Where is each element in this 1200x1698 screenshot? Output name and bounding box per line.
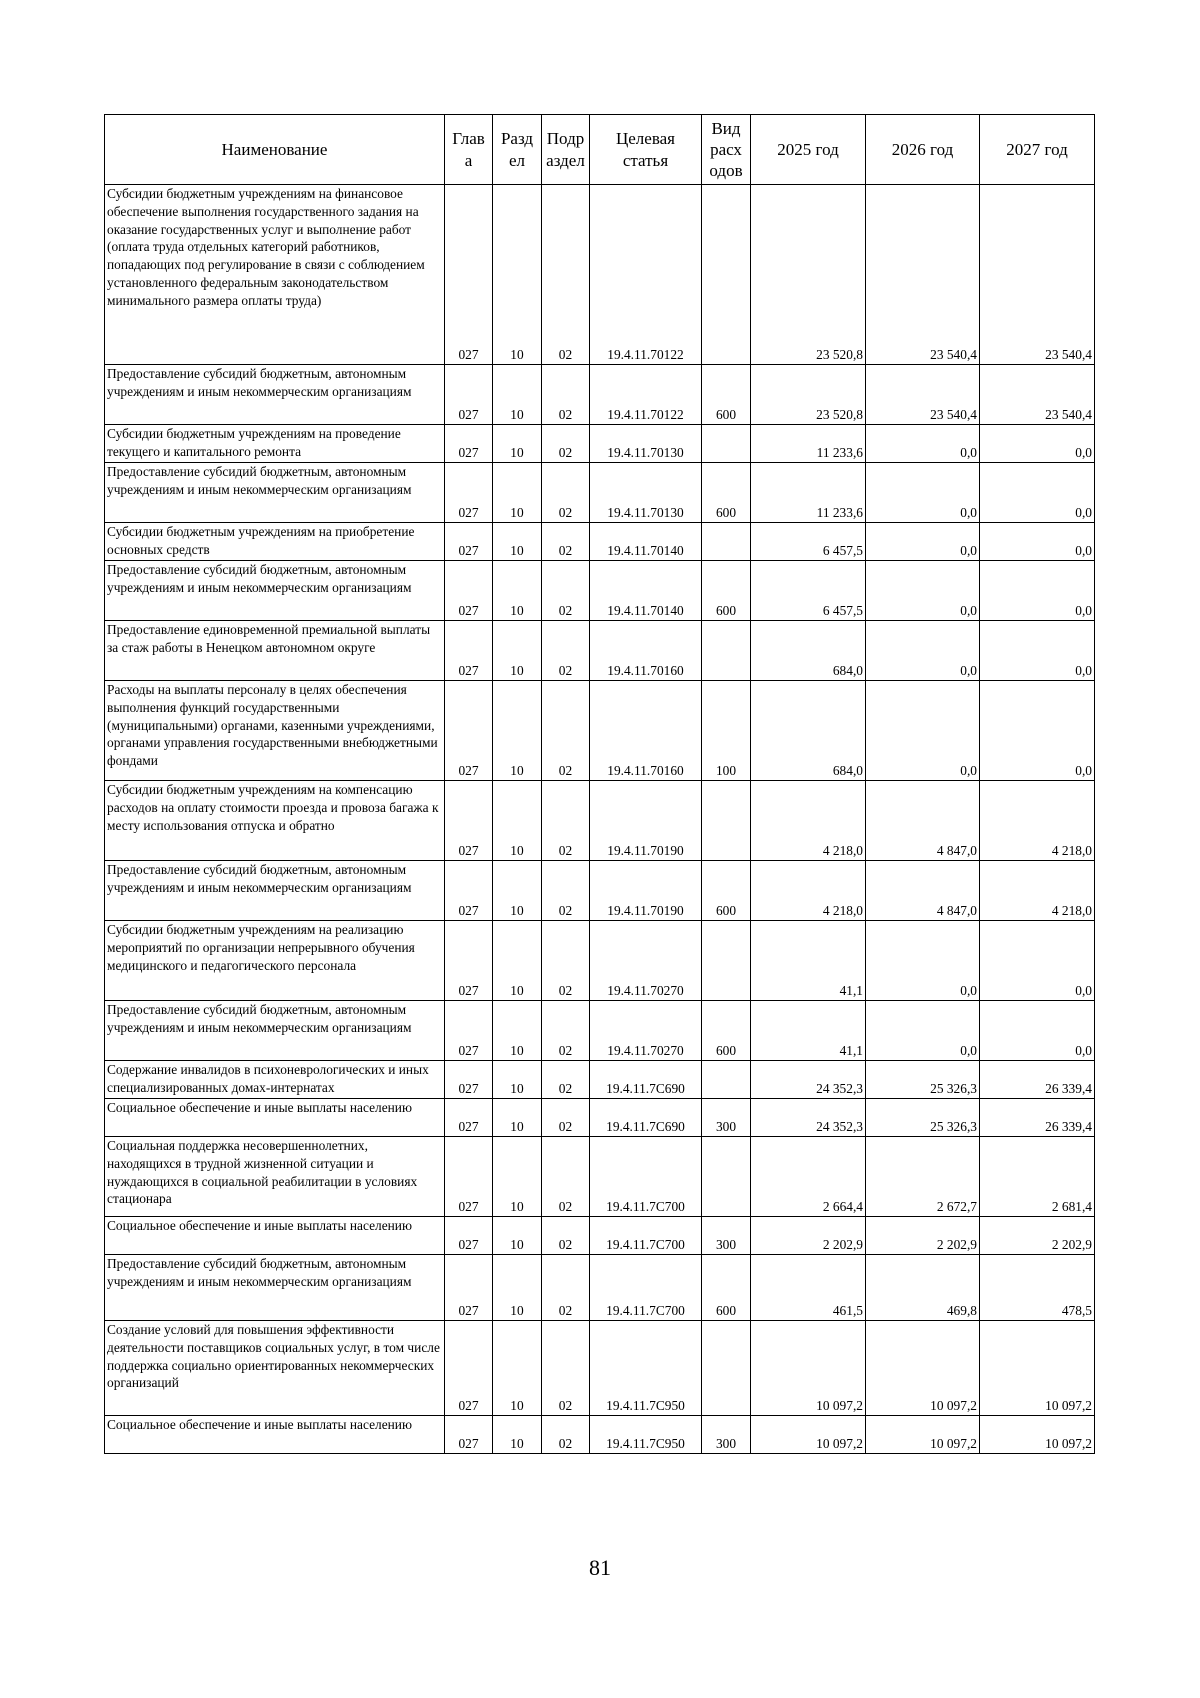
cell-vid: 600: [702, 861, 751, 921]
cell-y2027: 0,0: [980, 561, 1095, 621]
cell-y2027: 2 681,4: [980, 1137, 1095, 1217]
cell-y2025: 41,1: [751, 921, 866, 1001]
cell-article: 19.4.11.7С690: [590, 1099, 702, 1137]
cell-article: 19.4.11.70270: [590, 921, 702, 1001]
cell-article: 19.4.11.70160: [590, 621, 702, 681]
cell-name: Социальное обеспечение и иные выплаты населению: [105, 1099, 445, 1137]
cell-name: Социальное обеспечение и иные выплаты населению: [105, 1217, 445, 1255]
cell-glava: 027: [445, 425, 493, 463]
cell-razdel: 10: [493, 185, 542, 365]
col-header-2027: 2027 год: [980, 115, 1095, 185]
cell-glava: 027: [445, 1416, 493, 1454]
cell-razdel: 10: [493, 861, 542, 921]
cell-y2027: 0,0: [980, 621, 1095, 681]
cell-y2027: 10 097,2: [980, 1321, 1095, 1416]
table-row: [105, 1217, 1095, 1255]
cell-article: 19.4.11.70160: [590, 681, 702, 781]
col-header-2025: 2025 год: [751, 115, 866, 185]
cell-name: Социальная поддержка несовершеннолетних, находящихся в трудной жизненной ситуации и нуждающихся в социальной реабилитации в условиях стационара: [105, 1137, 445, 1217]
cell-y2026: 0,0: [866, 463, 980, 523]
cell-vid: [702, 1321, 751, 1416]
cell-y2027: 4 218,0: [980, 861, 1095, 921]
cell-podrazdel: 02: [542, 861, 590, 921]
cell-name: Субсидии бюджетным учреждениям на реализацию мероприятий по организации непрерывного обучения медицинского и педагогического персонала: [105, 921, 445, 1001]
cell-name: Предоставление субсидий бюджетным, автономным учреждениям и иным некоммерческим организациям: [105, 463, 445, 523]
cell-name: Субсидии бюджетным учреждениям на приобретение основных средств: [105, 523, 445, 561]
cell-y2025: 2 664,4: [751, 1137, 866, 1217]
cell-y2025: 24 352,3: [751, 1061, 866, 1099]
cell-y2026: 10 097,2: [866, 1321, 980, 1416]
cell-vid: 100: [702, 681, 751, 781]
cell-glava: 027: [445, 1137, 493, 1217]
cell-y2026: 2 672,7: [866, 1137, 980, 1217]
col-header-podrazdel: Подр аздел: [542, 115, 590, 185]
cell-glava: 027: [445, 523, 493, 561]
cell-y2025: 41,1: [751, 1001, 866, 1061]
table-row: [105, 523, 1095, 561]
cell-y2026: 0,0: [866, 425, 980, 463]
cell-glava: 027: [445, 921, 493, 1001]
cell-razdel: 10: [493, 463, 542, 523]
table-row: [105, 1061, 1095, 1099]
table-row: [105, 1416, 1095, 1454]
cell-y2025: 684,0: [751, 681, 866, 781]
cell-glava: 027: [445, 1001, 493, 1061]
cell-razdel: 10: [493, 1255, 542, 1321]
cell-vid: 300: [702, 1416, 751, 1454]
col-header-glava: Глав а: [445, 115, 493, 185]
cell-y2026: 4 847,0: [866, 781, 980, 861]
cell-name: Предоставление единовременной премиальной выплаты за стаж работы в Ненецком автономном округе: [105, 621, 445, 681]
cell-y2026: 25 326,3: [866, 1061, 980, 1099]
cell-glava: 027: [445, 185, 493, 365]
cell-y2026: 25 326,3: [866, 1099, 980, 1137]
cell-glava: 027: [445, 1255, 493, 1321]
cell-razdel: 10: [493, 1137, 542, 1217]
table-row: [105, 681, 1095, 781]
cell-podrazdel: 02: [542, 1416, 590, 1454]
table-row: [105, 621, 1095, 681]
cell-article: 19.4.11.70140: [590, 561, 702, 621]
cell-y2027: 10 097,2: [980, 1416, 1095, 1454]
cell-glava: 027: [445, 365, 493, 425]
cell-glava: 027: [445, 861, 493, 921]
cell-glava: 027: [445, 781, 493, 861]
cell-article: 19.4.11.70190: [590, 861, 702, 921]
cell-podrazdel: 02: [542, 561, 590, 621]
cell-vid: 600: [702, 1001, 751, 1061]
cell-y2027: 0,0: [980, 1001, 1095, 1061]
cell-podrazdel: 02: [542, 1255, 590, 1321]
cell-y2026: 4 847,0: [866, 861, 980, 921]
cell-vid: [702, 1137, 751, 1217]
cell-glava: 027: [445, 621, 493, 681]
cell-y2026: 0,0: [866, 1001, 980, 1061]
cell-y2027: 23 540,4: [980, 185, 1095, 365]
cell-glava: 027: [445, 1321, 493, 1416]
cell-y2025: 6 457,5: [751, 523, 866, 561]
cell-y2025: 11 233,6: [751, 425, 866, 463]
cell-y2027: 478,5: [980, 1255, 1095, 1321]
cell-vid: [702, 781, 751, 861]
table-body: [105, 185, 1095, 1454]
cell-vid: [702, 185, 751, 365]
table-header-row: [105, 115, 1095, 185]
cell-y2025: 10 097,2: [751, 1416, 866, 1454]
cell-name: Субсидии бюджетным учреждениям на финансовое обеспечение выполнения государственного задания на оказание государственных услуг и выполнение работ (оплата труда отдельных категорий работников, попадающих под регулирование в связи с соблюдением установленного федеральным законодательством минимального размера оплаты труда): [105, 185, 445, 365]
cell-glava: 027: [445, 681, 493, 781]
cell-razdel: 10: [493, 1217, 542, 1255]
cell-y2025: 24 352,3: [751, 1099, 866, 1137]
cell-article: 19.4.11.70130: [590, 425, 702, 463]
cell-name: Субсидии бюджетным учреждениям на компенсацию расходов на оплату стоимости проезда и провоза багажа к месту использования отпуска и обратно: [105, 781, 445, 861]
cell-name: Расходы на выплаты персоналу в целях обеспечения выполнения функций государственными (муниципальными) органами, казенными учреждениями, органами управления государственными внебюджетными фондами: [105, 681, 445, 781]
cell-glava: 027: [445, 463, 493, 523]
cell-article: 19.4.11.7С690: [590, 1061, 702, 1099]
cell-podrazdel: 02: [542, 1099, 590, 1137]
cell-razdel: 10: [493, 1001, 542, 1061]
cell-vid: 600: [702, 365, 751, 425]
cell-podrazdel: 02: [542, 1001, 590, 1061]
cell-y2025: 23 520,8: [751, 365, 866, 425]
cell-vid: 300: [702, 1099, 751, 1137]
cell-y2026: 0,0: [866, 921, 980, 1001]
page-number: 81: [589, 1555, 611, 1580]
cell-razdel: 10: [493, 365, 542, 425]
cell-y2027: 23 540,4: [980, 365, 1095, 425]
cell-name: Содержание инвалидов в психоневрологических и иных специализированных домах-интернатах: [105, 1061, 445, 1099]
cell-article: 19.4.11.70190: [590, 781, 702, 861]
cell-article: 19.4.11.7С700: [590, 1137, 702, 1217]
cell-y2027: 0,0: [980, 425, 1095, 463]
cell-y2027: 0,0: [980, 681, 1095, 781]
cell-y2027: 0,0: [980, 921, 1095, 1001]
cell-y2026: 0,0: [866, 681, 980, 781]
cell-name: Предоставление субсидий бюджетным, автономным учреждениям и иным некоммерческим организациям: [105, 861, 445, 921]
cell-y2027: 2 202,9: [980, 1217, 1095, 1255]
cell-vid: 300: [702, 1217, 751, 1255]
cell-podrazdel: 02: [542, 523, 590, 561]
cell-y2025: 461,5: [751, 1255, 866, 1321]
cell-name: Предоставление субсидий бюджетным, автономным учреждениям и иным некоммерческим организациям: [105, 1001, 445, 1061]
col-header-razdel: Разд ел: [493, 115, 542, 185]
table-row: [105, 1137, 1095, 1217]
table-row: [105, 185, 1095, 365]
table-row: [105, 1099, 1095, 1137]
cell-razdel: 10: [493, 921, 542, 1001]
cell-podrazdel: 02: [542, 425, 590, 463]
cell-y2026: 2 202,9: [866, 1217, 980, 1255]
col-header-name: Наименование: [105, 115, 445, 185]
cell-vid: 600: [702, 1255, 751, 1321]
cell-article: 19.4.11.70130: [590, 463, 702, 523]
cell-razdel: 10: [493, 523, 542, 561]
cell-vid: [702, 523, 751, 561]
cell-podrazdel: 02: [542, 365, 590, 425]
cell-glava: 027: [445, 1061, 493, 1099]
cell-podrazdel: 02: [542, 1321, 590, 1416]
cell-vid: 600: [702, 463, 751, 523]
cell-podrazdel: 02: [542, 621, 590, 681]
cell-podrazdel: 02: [542, 1217, 590, 1255]
cell-podrazdel: 02: [542, 463, 590, 523]
cell-glava: 027: [445, 1099, 493, 1137]
cell-y2026: 23 540,4: [866, 185, 980, 365]
cell-y2027: 26 339,4: [980, 1099, 1095, 1137]
cell-razdel: 10: [493, 1099, 542, 1137]
cell-vid: [702, 425, 751, 463]
cell-vid: [702, 621, 751, 681]
cell-article: 19.4.11.7С700: [590, 1217, 702, 1255]
cell-y2027: 0,0: [980, 523, 1095, 561]
cell-y2027: 4 218,0: [980, 781, 1095, 861]
col-header-2026: 2026 год: [866, 115, 980, 185]
cell-y2027: 26 339,4: [980, 1061, 1095, 1099]
cell-article: 19.4.11.70270: [590, 1001, 702, 1061]
budget-sheet: [104, 114, 1094, 1454]
cell-razdel: 10: [493, 561, 542, 621]
col-header-article: Целевая статья: [590, 115, 702, 185]
cell-y2025: 6 457,5: [751, 561, 866, 621]
table-row: [105, 861, 1095, 921]
cell-y2026: 0,0: [866, 523, 980, 561]
cell-podrazdel: 02: [542, 1061, 590, 1099]
cell-podrazdel: 02: [542, 781, 590, 861]
cell-vid: 600: [702, 561, 751, 621]
cell-razdel: 10: [493, 1061, 542, 1099]
table-row: [105, 463, 1095, 523]
cell-razdel: 10: [493, 425, 542, 463]
cell-article: 19.4.11.70122: [590, 365, 702, 425]
cell-razdel: 10: [493, 681, 542, 781]
table-row: [105, 1321, 1095, 1416]
cell-razdel: 10: [493, 1321, 542, 1416]
cell-y2025: 2 202,9: [751, 1217, 866, 1255]
cell-podrazdel: 02: [542, 1137, 590, 1217]
table-row: [105, 1255, 1095, 1321]
table-row: [105, 781, 1095, 861]
cell-article: 19.4.11.70140: [590, 523, 702, 561]
cell-podrazdel: 02: [542, 681, 590, 781]
cell-y2025: 23 520,8: [751, 185, 866, 365]
cell-y2026: 0,0: [866, 621, 980, 681]
col-header-vid: Вид расх одов: [702, 115, 751, 185]
cell-y2026: 23 540,4: [866, 365, 980, 425]
cell-name: Предоставление субсидий бюджетным, автономным учреждениям и иным некоммерческим организациям: [105, 1255, 445, 1321]
cell-razdel: 10: [493, 621, 542, 681]
cell-y2026: 0,0: [866, 561, 980, 621]
table-row: [105, 1001, 1095, 1061]
cell-y2025: 4 218,0: [751, 781, 866, 861]
cell-article: 19.4.11.7С700: [590, 1255, 702, 1321]
cell-y2027: 0,0: [980, 463, 1095, 523]
cell-vid: [702, 1061, 751, 1099]
cell-y2025: 10 097,2: [751, 1321, 866, 1416]
cell-razdel: 10: [493, 781, 542, 861]
cell-podrazdel: 02: [542, 921, 590, 1001]
table-row: [105, 921, 1095, 1001]
cell-article: 19.4.11.7С950: [590, 1321, 702, 1416]
cell-name: Субсидии бюджетным учреждениям на проведение текущего и капитального ремонта: [105, 425, 445, 463]
cell-name: Социальное обеспечение и иные выплаты населению: [105, 1416, 445, 1454]
cell-name: Создание условий для повышения эффективности деятельности поставщиков социальных услуг, в том числе поддержка социально ориентированных некоммерческих организаций: [105, 1321, 445, 1416]
cell-glava: 027: [445, 561, 493, 621]
cell-article: 19.4.11.70122: [590, 185, 702, 365]
cell-razdel: 10: [493, 1416, 542, 1454]
table-row: [105, 425, 1095, 463]
table-row: [105, 561, 1095, 621]
cell-name: Предоставление субсидий бюджетным, автономным учреждениям и иным некоммерческим организациям: [105, 365, 445, 425]
cell-y2025: 11 233,6: [751, 463, 866, 523]
cell-vid: [702, 921, 751, 1001]
table-row: [105, 365, 1095, 425]
cell-y2025: 684,0: [751, 621, 866, 681]
cell-podrazdel: 02: [542, 185, 590, 365]
cell-y2025: 4 218,0: [751, 861, 866, 921]
cell-y2026: 469,8: [866, 1255, 980, 1321]
cell-article: 19.4.11.7С950: [590, 1416, 702, 1454]
cell-name: Предоставление субсидий бюджетным, автономным учреждениям и иным некоммерческим организациям: [105, 561, 445, 621]
cell-y2026: 10 097,2: [866, 1416, 980, 1454]
budget-table: [104, 114, 1095, 1454]
cell-glava: 027: [445, 1217, 493, 1255]
